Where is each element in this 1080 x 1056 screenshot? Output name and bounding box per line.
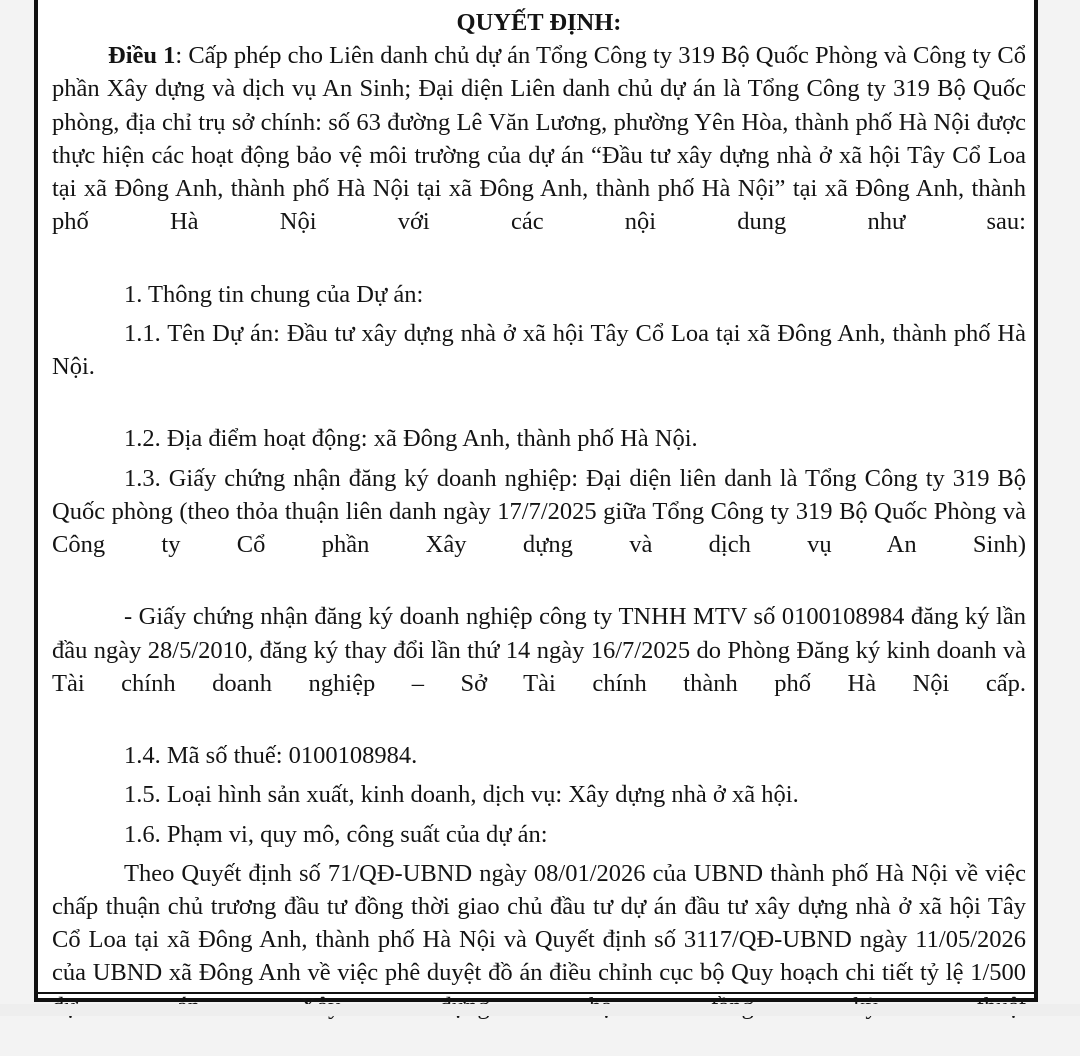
item-1-1: 1.1. Tên Dự án: Đầu tư xây dựng nhà ở xã hội Tây Cổ Loa tại xã Đông Anh, thành phố Hà Nội. bbox=[52, 319, 1026, 381]
item-1: 1. Thông tin chung của Dự án: bbox=[124, 280, 424, 308]
item-1-6: 1.6. Phạm vi, quy mô, công suất của dự án: bbox=[124, 820, 548, 848]
document-content bbox=[52, 6, 1026, 1056]
article-1-paragraph bbox=[52, 39, 1026, 271]
item-1-3: 1.3. Giấy chứng nhận đăng ký doanh nghiệp: Đại diện liên danh là Tổng Công ty 319 Bộ Quốc phòng (theo thỏa thuận liên danh ngày 17/7/2025 giữa Tổng Công ty 319 Bộ Quốc Phòng và Công ty Cổ phần Xây dựng và dịch vụ An Sinh) bbox=[52, 464, 1026, 559]
decision-title: QUYẾT ĐỊNH: bbox=[456, 9, 622, 36]
item-1-6-text: Theo Quyết định số 71/QĐ-UBND ngày 08/01/2026 của UBND thành phố Hà Nội về việc chấp thuận chủ trương đầu tư đồng thời giao chủ đầu tư dự án đầu tư xây dựng nhà ở xã hội Tây Cổ Loa tại xã Đông Anh, thành phố Hà Nội và Quyết định số 3117/QĐ-UBND ngày 11/05/2026 của UBND xã Đông Anh về việc phê duyệt đồ án điều chỉnh cục bộ Quy hoạch chi tiết tỷ lệ 1/500 bbox=[52, 859, 1026, 987]
document-frame bbox=[34, 0, 1038, 1002]
article-1-label: Điều 1 bbox=[108, 42, 176, 70]
bottom-strip bbox=[0, 1004, 1080, 1016]
item-1-5: 1.5. Loại hình sản xuất, kinh doanh, dịch vụ: Xây dựng nhà ở xã hội. bbox=[124, 781, 799, 809]
article-1-text: : Cấp phép cho Liên danh chủ dự án Tổng Công ty 319 Bộ Quốc Phòng và Công ty Cổ phần Xây dựng và dịch vụ An Sinh; Đại diện Liên danh chủ dự án là Tổng Công ty 319 Bộ Quốc phòng, địa chỉ trụ sở chính: số 63 đường Lê Văn Lương, phường Yên Hòa, thành phố Hà Nội được thực hiện các hoạt động bảo vệ môi trường của dự án “Đầu tư xây dựng nhà ở xã hội Tây Cổ Loa tại xã Đông Anh, thành phố Hà Nội tại xã Đông Anh, thành phố Hà Nội” tại xã Đông Anh, thành phố Hà Nội với các nội dung như sau: bbox=[52, 42, 1027, 236]
item-1-2: 1.2. Địa điểm hoạt động: xã Đông Anh, thành phố Hà Nội. bbox=[124, 425, 698, 453]
item-1-3-sub: - Giấy chứng nhận đăng ký doanh nghiệp công ty TNHH MTV số 0100108984 đăng ký lần đầu ngày 28/5/2010, đăng ký thay đổi lần thứ 14 ngày 16/7/2025 do Phòng Đăng ký kinh doanh và Tài chính doanh nghiệp – Sở Tài chính thành phố Hà Nội cấp. bbox=[52, 603, 1026, 697]
item-1-4: 1.4. Mã số thuế: 0100108984. bbox=[124, 742, 418, 770]
